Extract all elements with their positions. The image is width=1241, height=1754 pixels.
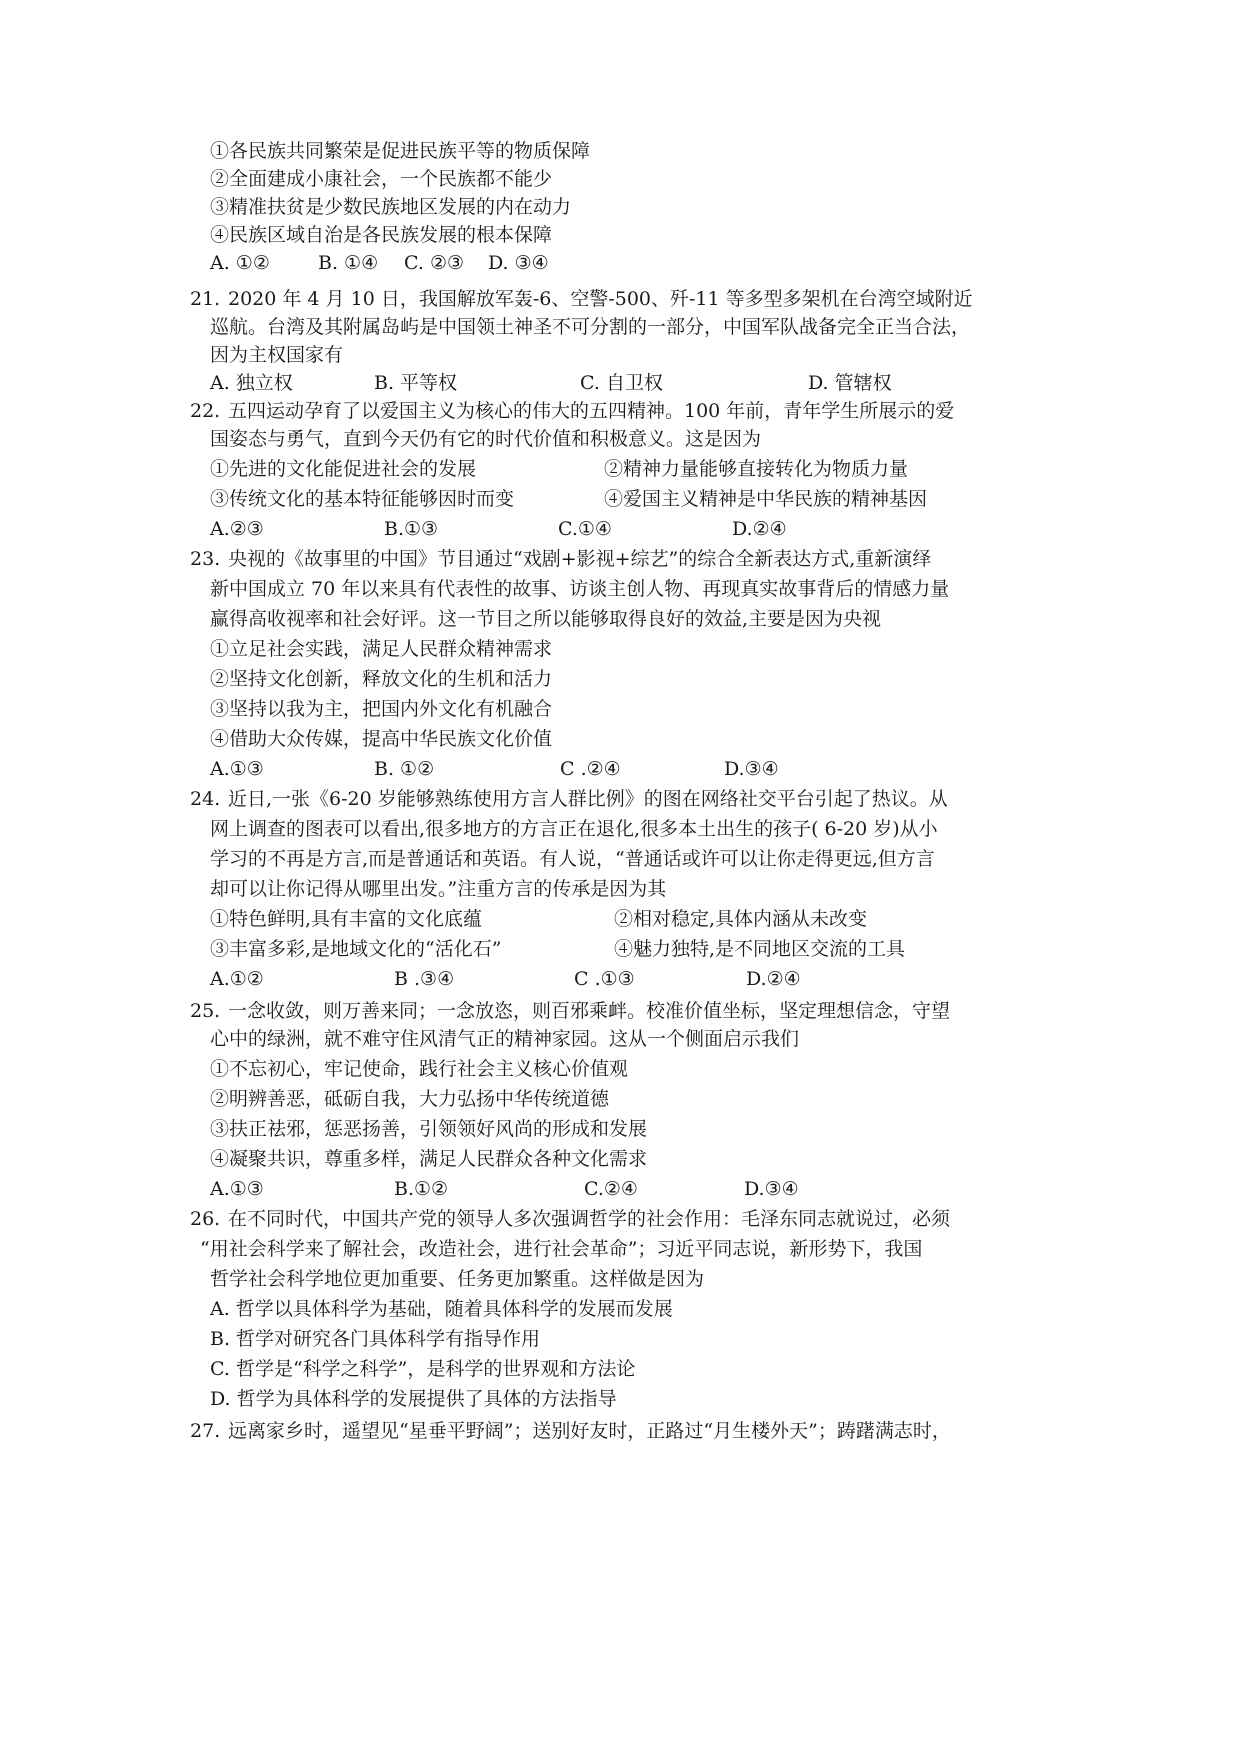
question-number: 27.	[190, 1420, 221, 1442]
question-stem-line: 巡航。台湾及其附属岛屿是中国领土神圣不可分割的一部分，中国军队战备完全正当合法，	[210, 316, 971, 338]
question-stem-line: 却可以让你记得从哪里出发。”注重方言的传承是因为其	[210, 878, 667, 900]
statement-4: ④魅力独特,是不同地区交流的工具	[614, 938, 906, 960]
option-d: D.②④	[732, 518, 787, 540]
question-stem-line: 心中的绿洲，就不难守住风清气正的精神家园。这从一个侧面启示我们	[210, 1028, 800, 1050]
statement-3: ③扶正祛邪，惩恶扬善，引领领好风尚的形成和发展	[210, 1118, 648, 1140]
question-stem-line: “用社会科学来了解社会，改造社会，进行社会革命”；习近平同志说，新形势下，我国	[200, 1238, 923, 1260]
statement-2: ②坚持文化创新，释放文化的生机和活力	[210, 668, 553, 690]
statement-1: ①先进的文化能促进社会的发展	[210, 458, 477, 480]
question-number: 25.	[190, 1000, 221, 1022]
option-a: A.①②	[210, 968, 264, 990]
statement-4: ④凝聚共识，尊重多样，满足人民群众各种文化需求	[210, 1148, 648, 1170]
question-stem-line: 赢得高收视率和社会好评。这一节目之所以能够取得良好的效益,主要是因为央视	[210, 608, 882, 630]
option-c: C .①③	[574, 968, 635, 990]
question-stem-line: 网上调查的图表可以看出,很多地方的方言正在退化,很多本土出生的孩子( 6-20 岁)从小	[210, 818, 938, 840]
option-c: C.①④	[558, 518, 612, 540]
statement-2: ②相对稳定,具体内涵从未改变	[614, 908, 868, 930]
question-stem-line: 一念收敛，则万善来同；一念放恣，则百邪乘衅。校准价值坐标，坚定理想信念，守望	[228, 1000, 951, 1022]
statement-2: ②明辨善恶，砥砺自我，大力弘扬中华传统道德	[210, 1088, 610, 1110]
option-a: A.②③	[210, 518, 264, 540]
choice-a: A. 哲学以具体科学为基础，随着具体科学的发展而发展	[210, 1298, 673, 1320]
question-number: 22.	[190, 400, 221, 422]
option-a: A. ①②	[210, 252, 270, 274]
option-d: D.③④	[744, 1178, 799, 1200]
question-stem-line: 近日,一张《6-20 岁能够熟练使用方言人群比例》的图在网络社交平台引起了热议。从	[228, 788, 948, 810]
question-number: 23.	[190, 548, 221, 570]
question-stem-line: 远离家乡时，遥望见“星垂平野阔”；送别好友时，正路过“月生楼外天”；踌躇满志时，	[228, 1420, 951, 1442]
option-c: C. 自卫权	[580, 372, 663, 394]
option-d: D.③④	[724, 758, 779, 780]
option-d: D. ③④	[488, 252, 549, 274]
statement-1: ①不忘初心，牢记使命，践行社会主义核心价值观	[210, 1058, 629, 1080]
statement-2: ②全面建成小康社会，一个民族都不能少	[210, 168, 553, 190]
option-a: A.①③	[210, 1178, 264, 1200]
statement-4: ④爱国主义精神是中华民族的精神基因	[604, 488, 928, 510]
option-b: B. ①④	[318, 252, 379, 274]
question-stem-line: 哲学社会科学地位更加重要、任务更加繁重。这样做是因为	[210, 1268, 705, 1290]
statement-3: ③精准扶贫是少数民族地区发展的内在动力	[210, 196, 572, 218]
question-stem-line: 因为主权国家有	[210, 344, 344, 366]
question-stem-line: 五四运动孕育了以爱国主义为核心的伟大的五四精神。100 年前，青年学生所展示的爱	[228, 400, 955, 422]
question-stem-line: 新中国成立 70 年以来具有代表性的故事、访谈主创人物、再现真实故事背后的情感力量	[210, 578, 950, 600]
question-number: 21.	[190, 288, 221, 310]
question-stem-line: 在不同时代，中国共产党的领导人多次强调哲学的社会作用：毛泽东同志就说过，必须	[228, 1208, 951, 1230]
question-stem-line: 学习的不再是方言,而是普通话和英语。有人说，“普通话或许可以让你走得更远,但方言	[210, 848, 935, 870]
choice-c: C. 哲学是“科学之科学”，是科学的世界观和方法论	[210, 1358, 636, 1380]
question-number: 26.	[190, 1208, 221, 1230]
option-b: B.①②	[394, 1178, 449, 1200]
statement-1: ①各民族共同繁荣是促进民族平等的物质保障	[210, 140, 591, 162]
option-a: A. 独立权	[210, 372, 293, 394]
option-a: A.①③	[210, 758, 264, 780]
option-b: B. ①②	[374, 758, 435, 780]
option-b: B .③④	[394, 968, 455, 990]
question-stem-line: 央视的《故事里的中国》节目通过“戏剧+影视+综艺”的综合全新表达方式,重新演绎	[228, 548, 932, 570]
option-d: D.②④	[746, 968, 801, 990]
question-stem-line: 国姿态与勇气，直到今天仍有它的时代价值和积极意义。这是因为	[210, 428, 762, 450]
statement-3: ③丰富多彩,是地域文化的“活化石”	[210, 938, 502, 960]
choice-b: B. 哲学对研究各门具体科学有指导作用	[210, 1328, 541, 1350]
statement-2: ②精神力量能够直接转化为物质力量	[604, 458, 909, 480]
statement-1: ①特色鲜明,具有丰富的文化底蕴	[210, 908, 483, 930]
choice-d: D. 哲学为具体科学的发展提供了具体的方法指导	[210, 1388, 617, 1410]
statement-4: ④借助大众传媒，提高中华民族文化价值	[210, 728, 553, 750]
question-stem-line: 2020 年 4 月 10 日，我国解放军轰-6、空警-500、歼-11 等多型多架机在台湾空域附近	[228, 288, 973, 310]
option-b: B.①③	[384, 518, 439, 540]
option-c: C .②④	[560, 758, 621, 780]
option-c: C.②④	[584, 1178, 638, 1200]
statement-1: ①立足社会实践，满足人民群众精神需求	[210, 638, 553, 660]
statement-4: ④民族区域自治是各民族发展的根本保障	[210, 224, 553, 246]
option-b: B. 平等权	[374, 372, 458, 394]
statement-3: ③传统文化的基本特征能够因时而变	[210, 488, 515, 510]
question-number: 24.	[190, 788, 221, 810]
statement-3: ③坚持以我为主，把国内外文化有机融合	[210, 698, 553, 720]
option-d: D. 管辖权	[808, 372, 892, 394]
option-c: C. ②③	[404, 252, 465, 274]
